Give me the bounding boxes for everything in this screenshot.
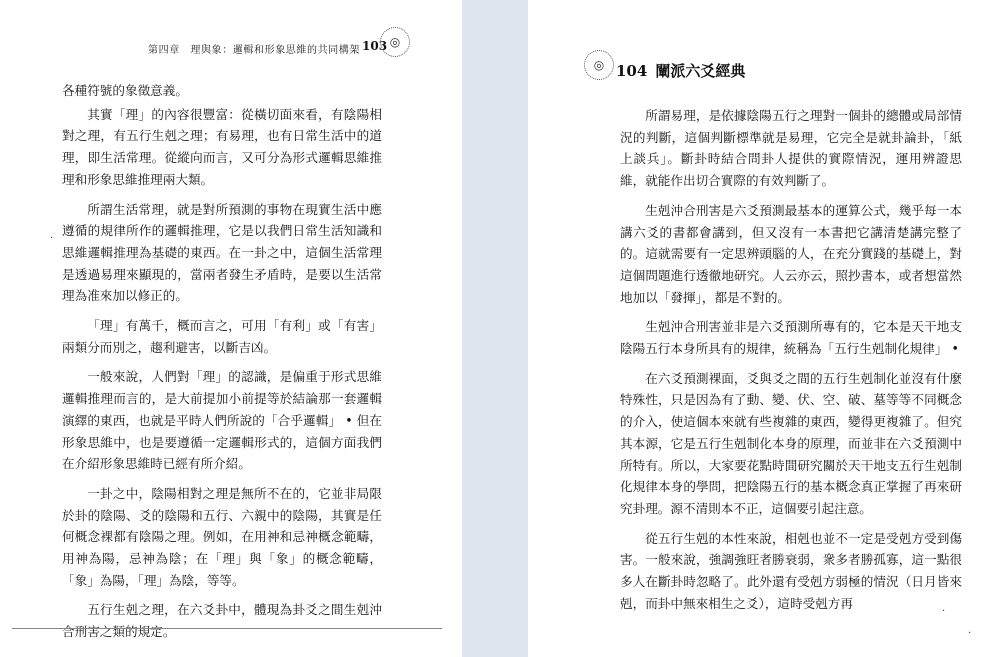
left-page — [0, 0, 462, 657]
paragraph: 從五行生剋的本性來說，相剋也並不一定是受剋方受到傷害。一般來說，強調強旺者勝衰弱，衆多者勝孤寡，這一點很多人在斷卦時忽略了。此外還有受剋方弱極的情況（日月皆來剋，而卦中無來相生之爻），這時受剋方再 — [620, 530, 962, 611]
paragraph: 生剋沖合刑害並非是六爻預測所專有的，它本是天干地支陰陽五行本身所具有的規律，統稱為「五行生剋制化規律」 • — [620, 319, 962, 357]
seal-icon: ◎ — [584, 50, 614, 80]
paragraph: 「理」有萬千，概而言之，可用「有利」或「有害」兩類分而別之，趨利避害，以斷吉凶。 — [62, 318, 382, 355]
book-title: 闡派六爻經典 — [655, 62, 746, 80]
paragraph: 生剋沖合刑害是六爻預測最基本的運算公式，幾乎每一本講六爻的書都會講到，但又沒有一本書把它講清楚講完整了的。這就需要有一定思辨頭腦的人，在充分實踐的基礎上，對這個問題進行透徹地研究。人云亦云，照抄書本，或者想當然地加以「發揮」，都是不對的。 — [620, 202, 962, 305]
chapter-header: 第四章 理與象：邏輯和形象思維的共同構架 — [148, 45, 360, 56]
paragraph: 所謂易理，是依據陰陽五行之理對一個卦的總體或局部情況的判斷，這個判斷標準就是易理，它完全是就卦論卦，「紙上談兵」。斷卦時結合問卦人提供的實際情況，運用辨證思維，就能作出切合實際的有效判斷了。 — [620, 108, 962, 189]
paragraph: 一般來說，人們對「理」的認識，是偏重于形式思維邏輯推理而言的，是大前提加小前提等於結論那一套邏輯演繹的東西，也就是平時人們所說的「合乎邏輯」 • 但在形象思維中，也是要遵循一定邏輯形式的，這個方面我們在介紹形象思維時已經有所介紹。 — [62, 369, 382, 472]
right-page-body — [620, 105, 962, 622]
paragraph: 所謂生活常理，就是對所預測的事物在現實生活中應遵循的規律所作的邏輯推理，它是以我們日常生活知識和思維邏輯推理為基礎的東西。在一卦之中，這個生活常理是透過易理來顯現的，當兩者發生矛盾時，是要以生活常理為准來加以修正的。 — [62, 201, 382, 304]
paragraph: 一卦之中，陰陽相對之理是無所不在的，它並非局限於卦的陰陽、爻的陰陽和五行、六親中的陰陽，其實是任何概念裸都有陰陽之理。例如，在用神和忌神概念範疇，用神為陽，忌神為陰；在「理」與「象」的概念範疇，「象」為陽，「理」為陰，等等。 — [62, 485, 382, 588]
scan-speck: · — [50, 233, 54, 244]
left-page-body — [62, 80, 382, 651]
paragraph: 五行生剋之理，在六爻卦中，體現為卦爻之間生剋沖合刑害之類的規定。 — [62, 602, 382, 640]
paragraph: 在六爻預測裸面，爻與爻之間的五行生剋制化並沒有什麼特殊性，只是因為有了動、變、伏、空、破、墓等等不同概念的介入，使這個本來就有些複雜的東西，變得更複雜了。但究其本源，它是五行生剋制化本身的原理，而並非在六爻預測中所特有。所以，大家要花點時間研究關於天干地支五行生剋制化規律本身的學問，把陰陽五行的基本概念真正掌握了再來研究卦理。源不清則本不正，這個要引起注意。 — [620, 370, 962, 516]
page-number-left: 103 — [362, 39, 388, 53]
right-page — [528, 0, 993, 657]
seal-icon: ◎ — [380, 27, 410, 57]
footer-divider — [12, 628, 442, 629]
scan-speck: · — [968, 628, 972, 639]
paragraph: 各種符號的象徵意義。 — [62, 83, 188, 98]
scan-speck: · — [942, 606, 946, 617]
book-header — [616, 60, 745, 81]
viewer-background — [462, 0, 528, 657]
page-number-right: 104 — [616, 62, 648, 80]
paragraph: 其實「理」的內容很豐富：從橫切面來看，有陰陽相對之理，有五行生剋之理；有易理，也有日常生活中的道理，即生活常理。從縱向而言，又可分為形式邏輯思維推理和形象思維推理兩大類。 — [62, 106, 382, 187]
